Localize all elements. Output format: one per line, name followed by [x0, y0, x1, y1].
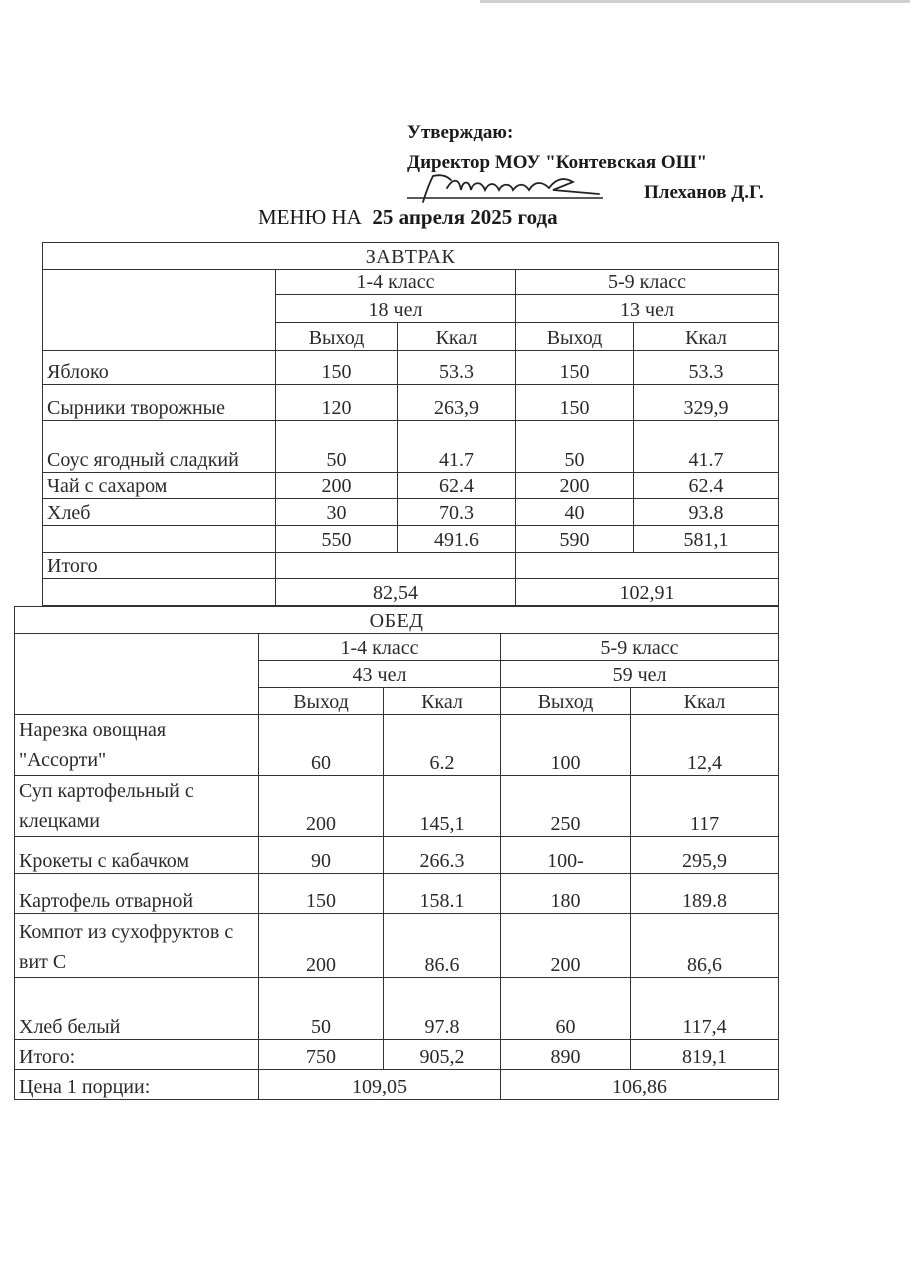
cell-value: 145,1	[384, 776, 501, 837]
approval-block	[407, 118, 764, 208]
cell-value: 60	[259, 715, 384, 776]
grade-label: 1-4 класс	[276, 270, 516, 295]
table-row	[15, 837, 779, 874]
cell-value: 12,4	[631, 715, 779, 776]
cell-value: 100	[501, 715, 631, 776]
cell-value: 150	[516, 385, 634, 421]
director-name: Плеханов Д.Г.	[644, 182, 764, 203]
price-row	[15, 1070, 779, 1100]
column-header-kcal: Ккал	[398, 323, 516, 351]
cell-value: 62.4	[634, 473, 779, 499]
page-title	[258, 205, 558, 230]
price-row	[43, 579, 779, 606]
student-count: 13 чел	[516, 295, 779, 323]
cell-value: 581,1	[634, 526, 779, 553]
cell-value: 329,9	[634, 385, 779, 421]
dish-name: Чай с сахаром	[43, 473, 276, 499]
cell-value: 60	[501, 978, 631, 1040]
table-row	[43, 385, 779, 421]
cell-value: 41.7	[398, 421, 516, 473]
table-row	[15, 715, 779, 776]
cell-value: 266.3	[384, 837, 501, 874]
cell-value: 200	[516, 473, 634, 499]
empty-cell	[516, 553, 779, 579]
lunch-name-header	[15, 634, 259, 715]
cell-value: 150	[516, 351, 634, 385]
cell-value: 189.8	[631, 874, 779, 914]
breakfast-name-header	[43, 270, 276, 351]
breakfast-table	[42, 242, 779, 606]
cell-value: 30	[276, 499, 398, 526]
table-row	[15, 978, 779, 1040]
cell-value: 90	[259, 837, 384, 874]
cell-value: 263,9	[398, 385, 516, 421]
dish-name: Сырники творожные	[43, 385, 276, 421]
column-header-output: Выход	[516, 323, 634, 351]
lunch-heading: ОБЕД	[15, 607, 779, 634]
cell-value: 200	[501, 914, 631, 978]
empty-cell	[43, 579, 276, 606]
cell-value: 905,2	[384, 1040, 501, 1070]
cell-value: 62.4	[398, 473, 516, 499]
cell-value: 53.3	[398, 351, 516, 385]
dish-name: Нарезка овощная "Ассорти"	[15, 715, 259, 776]
total-label: Итого	[43, 553, 276, 579]
cell-value: 120	[276, 385, 398, 421]
cell-value: 890	[501, 1040, 631, 1070]
student-count: 59 чел	[501, 661, 779, 688]
cell-value: 97.8	[384, 978, 501, 1040]
price-label: Цена 1 порции:	[15, 1070, 259, 1100]
column-header-output: Выход	[276, 323, 398, 351]
cell-value: 180	[501, 874, 631, 914]
dish-name: Крокеты с кабачком	[15, 837, 259, 874]
column-header-kcal: Ккал	[384, 688, 501, 715]
table-row	[15, 914, 779, 978]
subtotal-row	[43, 526, 779, 553]
table-row	[43, 351, 779, 385]
title-date: 25 апреля 2025 года	[372, 205, 558, 229]
price-value: 82,54	[276, 579, 516, 606]
cell-value: 750	[259, 1040, 384, 1070]
lunch-table	[14, 606, 779, 1100]
table-row	[43, 499, 779, 526]
signature-row	[407, 178, 764, 208]
table-row	[15, 874, 779, 914]
scan-edge	[480, 0, 910, 3]
grade-label: 1-4 класс	[259, 634, 501, 661]
price-value: 109,05	[259, 1070, 501, 1100]
cell-value: 86,6	[631, 914, 779, 978]
cell-value: 295,9	[631, 837, 779, 874]
price-value: 102,91	[516, 579, 779, 606]
cell-value: 200	[276, 473, 398, 499]
column-header-kcal: Ккал	[631, 688, 779, 715]
cell-value: 41.7	[634, 421, 779, 473]
cell-value: 550	[276, 526, 398, 553]
cell-value: 491.6	[398, 526, 516, 553]
column-header-kcal: Ккал	[634, 323, 779, 351]
empty-cell	[276, 553, 516, 579]
approval-heading: Утверждаю:	[407, 122, 514, 143]
cell-value: 117	[631, 776, 779, 837]
dish-name: Картофель отварной	[15, 874, 259, 914]
cell-value: 819,1	[631, 1040, 779, 1070]
column-header-output: Выход	[501, 688, 631, 715]
cell-value: 53.3	[634, 351, 779, 385]
student-count: 18 чел	[276, 295, 516, 323]
grade-label: 5-9 класс	[501, 634, 779, 661]
cell-value: 200	[259, 776, 384, 837]
cell-value: 50	[259, 978, 384, 1040]
cell-value: 150	[276, 351, 398, 385]
table-row	[43, 421, 779, 473]
title-prefix: МЕНЮ НА	[258, 205, 362, 229]
cell-value: 50	[276, 421, 398, 473]
grade-label: 5-9 класс	[516, 270, 779, 295]
cell-value: 50	[516, 421, 634, 473]
breakfast-heading: ЗАВТРАК	[43, 243, 779, 270]
column-header-output: Выход	[259, 688, 384, 715]
cell-value: 40	[516, 499, 634, 526]
cell-value: 250	[501, 776, 631, 837]
cell-value: 590	[516, 526, 634, 553]
cell-value: 93.8	[634, 499, 779, 526]
cell-value: 86.6	[384, 914, 501, 978]
cell-value: 158.1	[384, 874, 501, 914]
total-row	[15, 1040, 779, 1070]
dish-name: Хлеб	[43, 499, 276, 526]
cell-value: 100-	[501, 837, 631, 874]
dish-name: Хлеб белый	[15, 978, 259, 1040]
dish-name: Суп картофельный с клецками	[15, 776, 259, 837]
signature-image	[403, 168, 613, 208]
table-row	[15, 776, 779, 837]
cell-value: 200	[259, 914, 384, 978]
price-value: 106,86	[501, 1070, 779, 1100]
dish-name: Компот из сухофруктов с вит С	[15, 914, 259, 978]
total-label: Итого:	[15, 1040, 259, 1070]
dish-name: Соус ягодный сладкий	[43, 421, 276, 473]
table-row	[43, 473, 779, 499]
cell-value: 150	[259, 874, 384, 914]
cell-value: 117,4	[631, 978, 779, 1040]
student-count: 43 чел	[259, 661, 501, 688]
dish-name	[43, 526, 276, 553]
dish-name: Яблоко	[43, 351, 276, 385]
cell-value: 6.2	[384, 715, 501, 776]
total-label-row	[43, 553, 779, 579]
cell-value: 70.3	[398, 499, 516, 526]
approval-position: Директор МОУ "Контевская ОШ"	[407, 152, 708, 173]
